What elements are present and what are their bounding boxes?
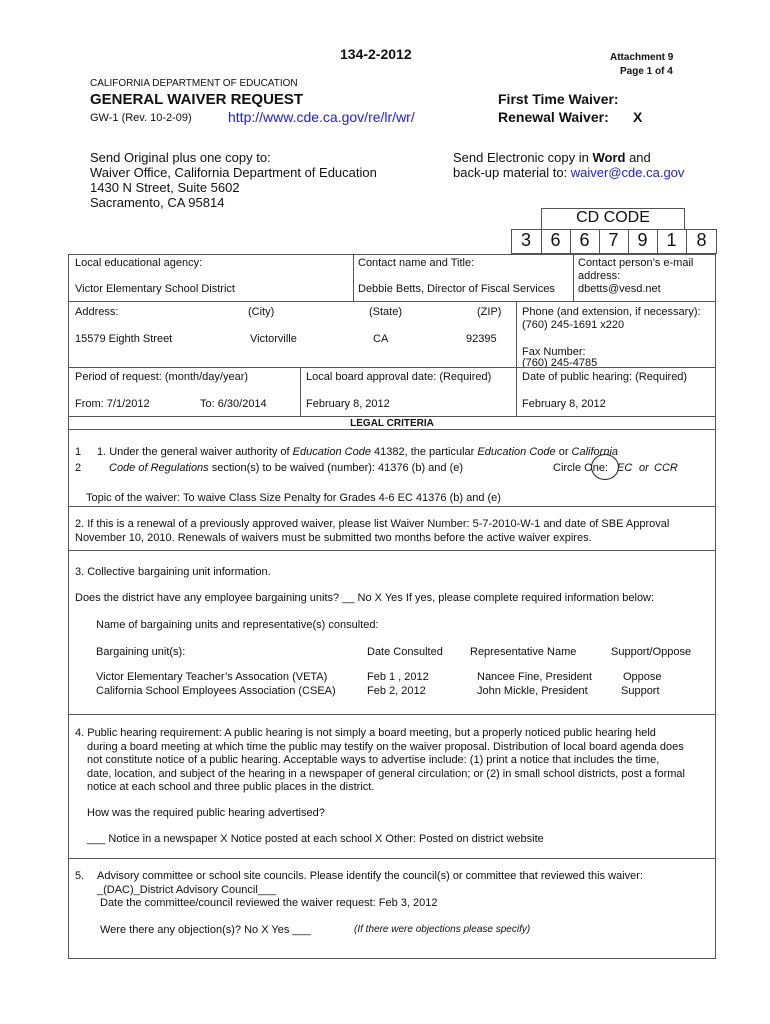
cd-code-digit: 3 xyxy=(520,230,531,250)
support-oppose: Support xyxy=(621,685,660,697)
period-from: From: 7/1/2012 xyxy=(75,398,150,410)
col-representative: Representative Name xyxy=(470,646,577,658)
cd-code-digit: 8 xyxy=(696,230,707,250)
ec-selection-circle xyxy=(591,454,619,480)
bargaining-heading: 3. Collective bargaining unit information. xyxy=(75,566,271,578)
renewal-info-line-2: November 10, 2010. Renewals of waivers must be submitted two months before the active waiver expires. xyxy=(75,532,592,544)
requirement-line: during a board meeting at which time the public may testify on the waiver proposal. Distribution of local board agenda does xyxy=(87,740,684,753)
send-original-line: Send Original plus one copy to: xyxy=(90,150,271,165)
word-format: Word xyxy=(592,150,626,165)
lea-value: Victor Elementary School District xyxy=(75,283,235,295)
send-original-line: Waiver Office, California Department of Education xyxy=(90,165,377,180)
advertised-answer: ___ Notice in a newspaper X Notice posted at each school X Other: Posted on district website xyxy=(87,833,544,845)
city-label: (City) xyxy=(248,306,275,318)
cd-code-digit: 6 xyxy=(550,230,561,250)
objections-question: Were there any objection(s)? No X Yes ___ xyxy=(100,924,311,936)
cd-code-label: CD CODE xyxy=(576,209,650,226)
public-hearing-label: Date of public hearing: (Required) xyxy=(522,371,688,383)
backup-text: back-up material to: xyxy=(453,165,571,180)
cd-code-digit: 6 xyxy=(579,230,590,250)
representative-name: John Mickle, President xyxy=(477,685,588,697)
department-name: CALIFORNIA DEPARTMENT OF EDUCATION xyxy=(90,78,298,89)
or-text: or xyxy=(639,462,649,474)
waiver-topic: Topic of the waiver: To waive Class Size Penalty for Grades 4-6 EC 41376 (b) and (e) xyxy=(86,492,501,504)
board-approval-label: Local board approval date: (Required) xyxy=(306,371,492,383)
city-value: Victorville xyxy=(250,333,297,345)
support-oppose: Oppose xyxy=(623,671,662,683)
attachment-label: Attachment 9 xyxy=(610,52,674,63)
bargaining-question: Does the district have any employee bargaining units? __ No X Yes If yes, please complete required information below: xyxy=(75,592,655,604)
bargaining-unit: Victor Elementary Teacher’s Assocation (VETA) xyxy=(96,671,328,683)
date-consulted: Feb 2, 2012 xyxy=(367,685,426,697)
renewal-waiver-mark: X xyxy=(633,109,643,125)
public-hearing-value: February 8, 2012 xyxy=(522,398,606,410)
period-label: Period of request: (month/day/year) xyxy=(75,371,249,383)
period-to: To: 6/30/2014 xyxy=(200,398,267,410)
waiver-email-link[interactable]: waiver@cde.ca.gov xyxy=(570,165,685,180)
requirement-line: 4. Public hearing requirement: A public hearing is not simply a board meeting, but a properly noticed public hearing held xyxy=(75,727,656,739)
item-number: 2 xyxy=(75,462,82,474)
zip-value: 92395 xyxy=(466,333,497,345)
public-hearing-requirement xyxy=(75,727,685,795)
requirement-line: notice at each school and three public places in the district. xyxy=(87,781,375,793)
board-approval-value: February 8, 2012 xyxy=(306,398,390,410)
send-original-line: Sacramento, CA 95814 xyxy=(90,195,225,210)
send-original-line: 1430 N Street, Suite 5602 xyxy=(90,180,240,195)
circle-one-label: Circle One: xyxy=(553,462,609,474)
contact-label: Contact name and Title: xyxy=(358,257,475,269)
advisory-council-name: _(DAC)_District Advisory Council___ xyxy=(97,884,277,896)
advisory-committee-line: Advisory committee or school site councils. Please identify the council(s) or committee that reviewed this waiver: xyxy=(97,870,643,882)
first-time-waiver-label: First Time Waiver: xyxy=(498,91,619,107)
item-number: 5. xyxy=(75,870,85,882)
send-electronic-text: Send Electronic copy in xyxy=(453,150,593,165)
phone-value: (760) 245-1691 x220 xyxy=(522,319,625,331)
cd-code-digit: 7 xyxy=(608,230,619,250)
col-support-oppose: Support/Oppose xyxy=(611,646,692,658)
col-date-consulted: Date Consulted xyxy=(367,646,443,658)
fax-label: Fax Number: xyxy=(522,346,586,358)
email-label: Contact person’s e-mail xyxy=(578,257,694,269)
send-electronic-block xyxy=(453,150,684,180)
renewal-info-line-1: 2. If this is a renewal of a previously approved waiver, please list Waiver Number: 5-7-2010-W-1 and date of SBE Approval xyxy=(75,518,670,530)
form-url-link[interactable]: http://www.cde.ca.gov/re/lr/wr/ xyxy=(228,109,415,125)
representative-name: Nancee Fine, President xyxy=(477,671,592,683)
objections-note: (If there were objections please specify) xyxy=(354,924,531,935)
bargaining-unit: California School Employees Association (CSEA) xyxy=(96,685,336,697)
date-consulted: Feb 1 , 2012 xyxy=(367,671,429,683)
zip-label: (ZIP) xyxy=(477,306,502,318)
requirement-line: not constitute notice of a public hearing. Acceptable ways to advertise include: (1) print a notice that includes the time, xyxy=(87,754,660,766)
cd-code-digit: 9 xyxy=(637,230,648,250)
street-value: 15579 Eighth Street xyxy=(75,333,173,345)
legal-line-1: 1. Under the general waiver authority of Education Code 41382, the particular Education Code or California xyxy=(97,446,619,458)
fax-value: (760) 245-4785 xyxy=(522,357,598,367)
email-value: dbetts@vesd.net xyxy=(578,283,661,295)
renewal-waiver-label: Renewal Waiver: xyxy=(498,109,609,125)
address-label: Address: xyxy=(75,306,119,318)
cd-code-digit: 1 xyxy=(666,230,677,250)
requirement-line: date, location, and subject of the hearing in a newspaper of general circulation; or (2) in small school districts, post a formal xyxy=(87,767,685,780)
send-original-block xyxy=(90,150,377,210)
send-electronic-text-end: and xyxy=(625,150,651,165)
form-title: GENERAL WAIVER REQUEST xyxy=(90,91,304,108)
phone-label: Phone (and extension, if necessary): xyxy=(522,306,701,318)
form-id: GW-1 (Rev. 10-2-09) xyxy=(90,112,192,124)
lea-label: Local educational agency: xyxy=(75,257,203,269)
document-number: 134-2-2012 xyxy=(340,46,412,62)
ec-option: EC xyxy=(617,462,633,474)
contact-value: Debbie Betts, Director of Fiscal Services xyxy=(358,283,555,295)
state-label: (State) xyxy=(369,306,403,318)
bargaining-names-label: Name of bargaining units and representative(s) consulted: xyxy=(96,619,379,631)
email-label-2: address: xyxy=(578,270,621,282)
advertised-question: How was the required public hearing advertised? xyxy=(87,807,325,819)
legal-line-2: Code of Regulations section(s) to be waived (number): 41376 (b) and (e) xyxy=(109,462,464,474)
item-number: 1 xyxy=(75,446,82,458)
col-bargaining-unit: Bargaining unit(s): xyxy=(96,646,186,658)
page-number: Page 1 of 4 xyxy=(620,66,673,77)
state-value: CA xyxy=(373,333,389,345)
council-review-date: Date the committee/council reviewed the waiver request: Feb 3, 2012 xyxy=(100,897,438,909)
legal-criteria-heading: LEGAL CRITERIA xyxy=(350,418,434,429)
form-frame xyxy=(68,254,716,959)
ccr-option: CCR xyxy=(654,462,678,474)
